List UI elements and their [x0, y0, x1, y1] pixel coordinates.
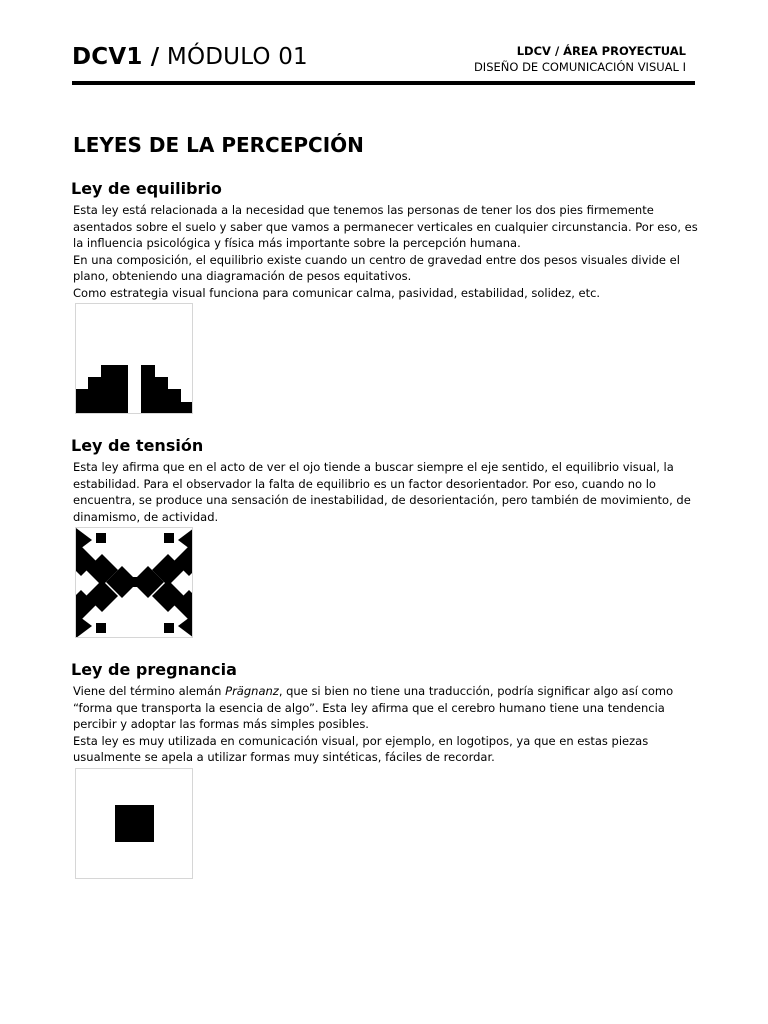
page-title: LEYES DE LA PERCEPCIÓN	[73, 133, 364, 157]
header-divider	[72, 81, 695, 85]
paragraph: Esta ley afirma que en el acto de ver el ojo tiende a buscar siempre el eje sentido, el equilibrio visual, la estabilidad. Para el observador la falta de equilibrio es un factor desorientador. Por eso, cuando no lo encuentra, se produce una sensación de inestabilidad, de desorientación, pero también de movimiento, de dinamismo, de actividad.	[73, 460, 691, 524]
document-code	[72, 42, 308, 72]
header-course: DISEÑO DE COMUNICACIÓN VISUAL I	[473, 60, 686, 74]
text-span: , que si bien no tiene una traducción, podría significar algo así como “forma que transporta la esencia de algo”. Esta ley afirma que el cerebro humano tiene una tendencia percibir y adoptar las formas más simples posibles.	[73, 684, 674, 731]
section-heading-tension: Ley de tensión	[71, 436, 204, 455]
paragraph: Como estrategia visual funciona para comunicar calma, pasividad, estabilidad, solidez, etc.	[73, 285, 601, 300]
paragraph: En una composición, el equilibrio existe cuando un centro de gravedad entre dos pesos visuales divide el plano, obteniendo una diagramación de pesos equitativos.	[73, 252, 680, 283]
paragraph: Esta ley está relacionada a la necesidad que tenemos las personas de tener los dos pies firmemente asentados sobre el suelo y saber que vamos a permanecer verticales en cualquier circunstancia. Por eso, es la influencia psicológica y física más importante sobre la percepción humana.	[73, 203, 698, 250]
paragraph: Esta ley es muy utilizada en comunicación visual, por ejemplo, en logotipos, ya que en estas piezas usualmente se apela a utilizar formas muy sintéticas, fáciles de recordar.	[73, 733, 649, 764]
header-info	[474, 43, 686, 75]
course-code: DCV1 /	[72, 44, 160, 70]
section-heading-pregnancia: Ley de pregnancia	[71, 660, 237, 679]
text-span: Viene del término alemán	[73, 684, 226, 698]
section-heading-equilibrio: Ley de equilibrio	[71, 179, 222, 198]
section-body-pregnancia	[73, 683, 703, 766]
tension-illustration	[75, 527, 193, 638]
italic-term: Prägnanz	[225, 684, 279, 698]
equilibrio-illustration	[75, 303, 193, 414]
pregnancia-illustration	[75, 768, 193, 879]
section-body-equilibrio	[73, 202, 703, 301]
section-body-tension	[73, 459, 703, 525]
module-label: MÓDULO 01	[166, 44, 308, 70]
paragraph	[73, 683, 703, 733]
header-area: LDCV / ÁREA PROYECTUAL	[516, 44, 686, 58]
